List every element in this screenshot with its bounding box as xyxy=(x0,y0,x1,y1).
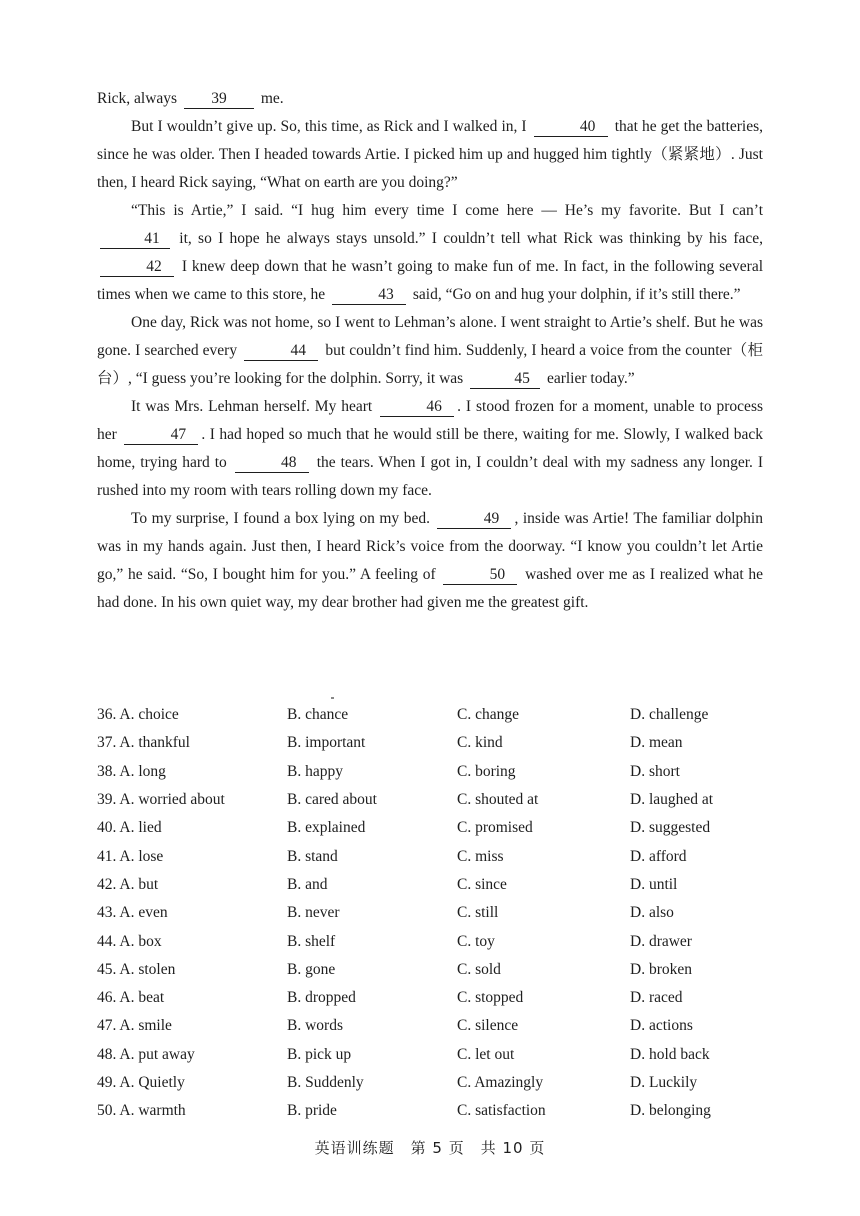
option-a: 40. A. lied xyxy=(97,819,162,837)
option-row-47 xyxy=(97,1012,777,1040)
passage-text: . I stood frozen for a moment, unable to process her xyxy=(97,398,764,443)
option-a: 38. A. long xyxy=(97,762,166,780)
option-b: B. Suddenly xyxy=(287,1074,364,1091)
blank-42: 42 xyxy=(100,258,174,277)
option-b: B. happy xyxy=(287,762,343,780)
option-c: C. promised xyxy=(457,819,533,837)
option-a: 37. A. thankful xyxy=(97,734,190,752)
option-row-41 xyxy=(97,842,777,870)
option-c: C. still xyxy=(457,904,499,922)
option-c: C. sold xyxy=(457,960,501,978)
option-b: B. pride xyxy=(287,1102,337,1120)
option-d: D. laughed at xyxy=(630,791,714,809)
blank-44: 44 xyxy=(244,342,318,361)
option-d: D. drawer xyxy=(630,932,692,950)
option-d: D. actions xyxy=(630,1017,693,1035)
passage-text: Rick, always xyxy=(97,90,178,107)
option-c: C. silence xyxy=(457,1017,519,1035)
option-a: 45. A. stolen xyxy=(97,960,176,978)
option-a: 39. A. worried about xyxy=(97,791,225,809)
paragraph-1 xyxy=(97,113,763,197)
option-b: B. gone xyxy=(287,960,336,978)
option-a: 49. A. Quietly xyxy=(97,1074,185,1091)
paragraph-4 xyxy=(97,393,763,505)
option-c: C. shouted at xyxy=(457,791,539,809)
option-a: 42. A. but xyxy=(97,875,159,893)
option-row-48 xyxy=(97,1041,777,1069)
option-row-42 xyxy=(97,871,777,899)
option-b: B. and xyxy=(287,875,328,893)
option-c: C. change xyxy=(457,706,519,724)
paragraph-5 xyxy=(97,505,763,617)
passage-text: that he get the batteries, since he was older. Then I headed towards Artie. I picked him up and hugged him tightly（紧紧地）. Just then, I heard Rick saying, “What on earth are you doing?” xyxy=(97,118,764,191)
option-b: B. chance xyxy=(287,706,349,724)
paragraph-2 xyxy=(97,197,763,309)
passage-text: me. xyxy=(260,90,284,107)
passage-text: But I wouldn’t give up. So, this time, as Rick and I walked in, I xyxy=(131,118,527,135)
option-row-49 xyxy=(97,1069,777,1097)
passage-text: “This is Artie,” I said. “I hug him every time I come here — He’s my favorite. But I can’t xyxy=(131,202,763,219)
passage-text: said, “Go on and hug your dolphin, if it’s still there.” xyxy=(412,286,741,303)
blank-49: 49 xyxy=(437,510,511,529)
paragraph-3 xyxy=(97,309,763,393)
blank-45: 45 xyxy=(470,370,540,389)
option-row-40 xyxy=(97,814,777,842)
option-row-45 xyxy=(97,956,777,984)
option-c: C. satisfaction xyxy=(457,1102,546,1120)
option-d: D. belonging xyxy=(630,1102,711,1120)
option-row-46 xyxy=(97,984,777,1012)
passage-text: it, so I hope he always stays unsold.” I couldn’t tell what Rick was thinking by his face, xyxy=(179,230,764,247)
passage-text: washed over me as I realized what he had done. In his own quiet way, my dear brother had given me the greatest gift. xyxy=(97,566,764,611)
option-c: C. let out xyxy=(457,1045,515,1063)
option-row-50 xyxy=(97,1097,777,1125)
page-footer: 英语训练题 第 5 页 共 10 页 xyxy=(314,1139,546,1157)
passage-text: To my surprise, I found a box lying on my bed. xyxy=(131,510,430,527)
option-d: D. Luckily xyxy=(630,1074,698,1091)
cloze-passage xyxy=(97,85,763,617)
option-c: C. Amazingly xyxy=(457,1074,544,1091)
option-c: C. stopped xyxy=(457,989,524,1007)
option-b: B. never xyxy=(287,904,340,922)
option-c: C. miss xyxy=(457,847,504,865)
blank-43: 43 xyxy=(332,286,406,305)
option-row-38 xyxy=(97,758,777,786)
option-d: D. broken xyxy=(630,960,692,978)
passage-text: It was Mrs. Lehman herself. My heart xyxy=(131,398,373,415)
option-a: 48. A. put away xyxy=(97,1045,195,1063)
option-b: B. pick up xyxy=(287,1045,352,1063)
option-row-39 xyxy=(97,786,777,814)
blank-40: 40 xyxy=(534,118,608,137)
option-b: B. dropped xyxy=(287,989,356,1007)
blank-48: 48 xyxy=(235,454,309,473)
passage-text: , inside was Artie! The familiar dolphin was in my hands again. Just then, I heard Rick’s voice from the doorway. “I know you couldn’t let Artie go,” he said. “So, I bought him for you.” A feeling of xyxy=(97,510,763,583)
option-d: D. hold back xyxy=(630,1045,710,1063)
option-row-43 xyxy=(97,899,777,927)
blank-39: 39 xyxy=(184,90,254,109)
passage-text: but couldn’t find him. Suddenly, I heard a voice from the counter（柜台）, “I guess you’re looking for the dolphin. Sorry, it was xyxy=(97,342,764,387)
passage-text: I knew deep down that he wasn’t going to make fun of me. In fact, in the following several times when we came to this store, he xyxy=(97,258,764,303)
option-b: B. shelf xyxy=(287,932,336,950)
option-d: D. also xyxy=(630,904,674,922)
option-a: 46. A. beat xyxy=(97,989,165,1007)
option-a: 44. A. box xyxy=(97,932,162,950)
option-row-36 xyxy=(97,701,777,729)
option-row-44 xyxy=(97,927,777,955)
option-a: 50. A. warmth xyxy=(97,1102,186,1120)
option-c: C. boring xyxy=(457,762,516,780)
option-d: D. mean xyxy=(630,734,683,752)
passage-text: earlier today.” xyxy=(546,370,635,387)
option-row-37 xyxy=(97,729,777,757)
option-d: D. short xyxy=(630,762,680,780)
blank-46: 46 xyxy=(380,398,454,417)
option-b: B. stand xyxy=(287,847,338,865)
option-a: 36. A. choice xyxy=(97,706,179,724)
passage-text: One day, Rick was not home, so I went to Lehman’s alone. I went straight to Artie’s shelf. But he was gone. I searched every xyxy=(97,314,763,359)
option-b: B. cared about xyxy=(287,791,377,809)
option-b: B. important xyxy=(287,734,366,752)
option-a: 47. A. smile xyxy=(97,1017,172,1035)
option-c: C. kind xyxy=(457,734,503,752)
answer-options xyxy=(97,701,777,1125)
option-a: 43. A. even xyxy=(97,904,168,922)
option-a: 41. A. lose xyxy=(97,847,164,865)
option-c: C. since xyxy=(457,875,507,893)
passage-text: . I had hoped so much that he would still be there, waiting for me. Slowly, I walked back home, trying hard to xyxy=(97,426,763,471)
passage-text: the tears. When I got in, I couldn’t deal with my sadness any longer. I rushed into my room with tears rolling down my face. xyxy=(97,454,764,499)
blank-50: 50 xyxy=(443,566,517,585)
option-d: D. until xyxy=(630,875,678,893)
passage-line-0 xyxy=(97,85,763,113)
option-d: D. suggested xyxy=(630,819,711,837)
option-b: B. words xyxy=(287,1017,343,1035)
option-d: D. challenge xyxy=(630,706,709,724)
blank-47: 47 xyxy=(124,426,198,445)
option-b: B. explained xyxy=(287,819,366,837)
stray-mark xyxy=(331,697,334,699)
blank-41: 41 xyxy=(100,230,170,249)
option-d: D. raced xyxy=(630,989,683,1007)
option-c: C. toy xyxy=(457,932,495,950)
option-d: D. afford xyxy=(630,847,687,865)
